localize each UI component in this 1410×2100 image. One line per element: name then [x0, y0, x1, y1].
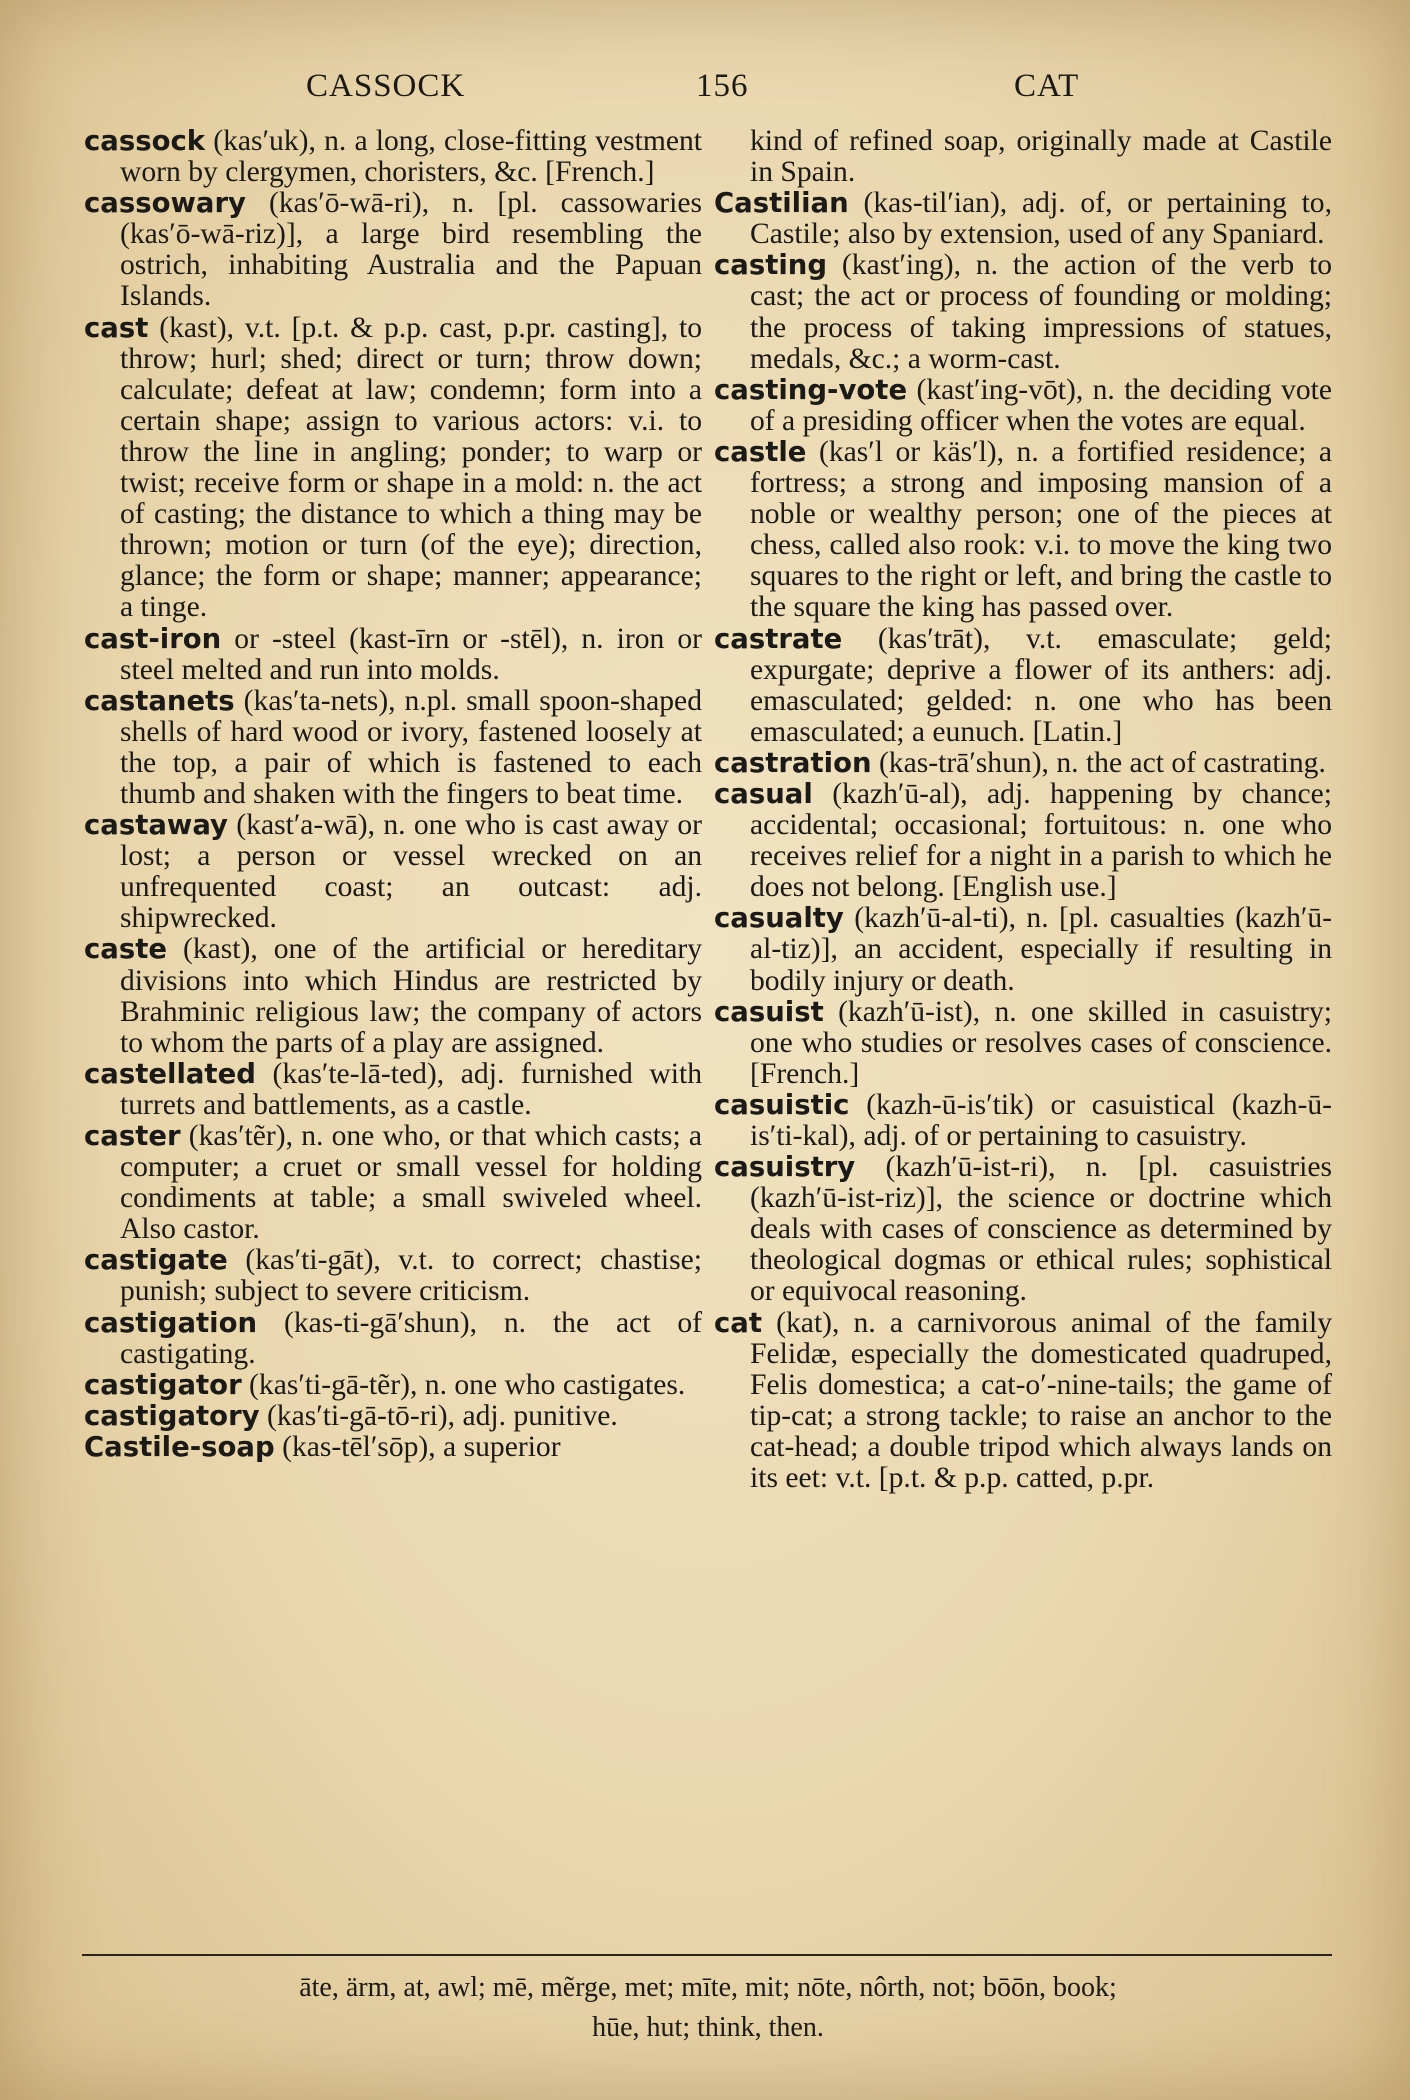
- dictionary-entry: [84, 1059, 702, 1121]
- entry-headword: castigation: [84, 1306, 258, 1339]
- entry-definition: (kast), v.t. [p.t. & p.p. cast, p.pr. casting], to throw; hurl; shed; direct or turn; throw down; calculate; defeat at law; condemn; form into a certain shape; assign to various actors: v.i. to throw the line in angling; ponder; to warp or twist; receive form or shape in a mold: n. the act of casting; the distance to which a thing may be thrown; motion or turn (of the eye); direction, glance; the form or shape; manner; appearance; a tinge.: [120, 311, 702, 624]
- entry-headword: castigate: [84, 1244, 228, 1277]
- dictionary-entry: [714, 126, 1332, 188]
- page-number: 156: [696, 68, 749, 104]
- entry-headword: castanets: [84, 684, 235, 717]
- entry-definition: (kast′a-wā), n. one who is cast away or lost; a person or vessel wrecked on an unfrequented coast; an outcast: adj. shipwrecked.: [120, 809, 702, 935]
- entry-definition: (kazh′ū-al-ti), n. [pl. casualties (kazh′ū-al-tiz)], an accident, especially if resulting in bodily injury or death.: [750, 902, 1332, 997]
- entry-definition: (kas′l or käs′l), n. a fortified residence; a fortress; a strong and imposing mansion of a noble or wealthy person; one of the pieces at chess, called also rook: v.i. to move the king two squares to the right or left, and bring the castle to the square the king has passed over.: [750, 435, 1332, 624]
- entry-headword: caster: [84, 1120, 181, 1152]
- dictionary-entry: [714, 188, 1332, 250]
- entry-headword: castigator: [84, 1368, 242, 1401]
- dictionary-entry: [84, 810, 702, 934]
- dictionary-entry: [84, 1370, 702, 1401]
- entry-definition: (kazh-ū-is′tik) or casuistical (kazh-ū-is′ti-kal), adj. of or pertaining to casuistry.: [750, 1088, 1332, 1152]
- dictionary-entry: [84, 624, 702, 686]
- dictionary-entry: [84, 313, 702, 624]
- footer-rule: [82, 1954, 1332, 1956]
- entry-definition: (kas-tēl′sōp), a superior: [274, 1430, 561, 1463]
- entry-headword: cassowary: [84, 187, 246, 220]
- entry-definition: (kas′ō-wā-ri), n. [pl. cassowaries (kas′ō-wā-riz)], a large bird resembling the ostrich, inhabiting Australia and the Papuan Islands.: [120, 187, 702, 313]
- entry-headword: castration: [714, 746, 872, 779]
- dictionary-entry: [84, 1432, 702, 1463]
- entry-headword: casuist: [714, 995, 824, 1028]
- entry-definition: (kast′ing), n. the action of the verb to cast; the act or process of founding or molding; the process of taking impressions of statues, medals, &c.; a worm-cast.: [750, 249, 1332, 375]
- entry-definition: (kas-trā′shun), n. the act of castrating.: [871, 746, 1326, 779]
- entry-headword: casuistic: [714, 1088, 850, 1121]
- dictionary-entry: [714, 779, 1332, 903]
- dictionary-entry: [714, 1308, 1332, 1495]
- entry-definition: (kazh′ū-al), adj. happening by chance; accidental; occasional; fortuitous: n. one who receives relief for a night in a parish to which he does not belong. [English use.]: [750, 777, 1332, 904]
- dictionary-entry: [714, 250, 1332, 374]
- entry-definition: (kast′ing-vōt), n. the deciding vote of a presiding officer when the votes are equal.: [750, 373, 1332, 437]
- entry-headword: Castile-soap: [84, 1430, 275, 1463]
- entry-headword: cast: [84, 311, 149, 344]
- pronunciation-key-line-2: hūe, hut; think, then.: [592, 2012, 824, 2043]
- dictionary-entry: [714, 997, 1332, 1090]
- pronunciation-key: [84, 1968, 1332, 2048]
- left-column: [84, 126, 702, 1954]
- pronunciation-key-line-1: āte, ärm, at, awl; mē, mẽrge, met; mīte, mit; nōte, nôrth, not; bōōn, book;: [299, 1972, 1117, 2003]
- entry-headword: cat: [714, 1306, 763, 1339]
- dictionary-entry: [714, 375, 1332, 437]
- entry-definition: (kazh′ū-ist-ri), n. [pl. casuistries (kazh′ū-ist-riz)], the science or doctrine which deals with cases of conscience as determined by theological dogmas or ethical rules; sophistical or equivocal reasoning.: [750, 1151, 1332, 1308]
- entry-headword: castaway: [84, 809, 228, 842]
- dictionary-entry: [714, 748, 1332, 779]
- running-head: [84, 62, 1332, 110]
- dictionary-entry: [714, 437, 1332, 624]
- entry-definition: (kas-ti-gā′shun), n. the act of castigating.: [120, 1306, 702, 1370]
- entry-headword: casting-vote: [714, 373, 908, 406]
- entry-headword: casual: [714, 777, 813, 810]
- entry-headword: Castilian: [714, 187, 849, 220]
- entry-headword: casualty: [714, 902, 844, 935]
- dictionary-entry: [84, 1245, 702, 1307]
- entry-definition: (kas′te-lā-ted), adj. furnished with turrets and battlements, as a castle.: [120, 1057, 702, 1121]
- entry-headword: cast-iron: [84, 622, 222, 655]
- dictionary-entry: [84, 686, 702, 810]
- guide-word-right: CAT: [1014, 68, 1080, 104]
- dictionary-entry: [714, 903, 1332, 996]
- dictionary-entry: [84, 126, 702, 188]
- entry-columns: [84, 126, 1332, 1954]
- guide-word-left: CASSOCK: [306, 68, 466, 104]
- dictionary-entry: [84, 934, 702, 1058]
- entry-headword: castle: [714, 435, 807, 468]
- entry-definition: (kas′trāt), v.t. emasculate; geld; expurgate; deprive a flower of its anthers: adj. emasculated; gelded: n. one who has been emasculated; a eunuch. [Latin.]: [750, 622, 1332, 748]
- dictionary-entry: [714, 1090, 1332, 1152]
- entry-headword: castrate: [714, 622, 843, 655]
- entry-headword: castellated: [84, 1057, 256, 1090]
- entry-definition: (kas-til′ian), adj. of, or pertaining to, Castile; also by extension, used of any Spaniard.: [750, 187, 1332, 251]
- entry-definition: (kas′ti-gāt), v.t. to correct; chastise; punish; subject to severe criticism.: [120, 1244, 702, 1308]
- dictionary-entry: [84, 1401, 702, 1432]
- entry-definition: (kas′tẽr), n. one who, or that which casts; a computer; a cruet or small vessel for holding condiments at table; a small swiveled wheel. Also castor.: [120, 1120, 702, 1246]
- entry-headword: cassock: [84, 125, 206, 157]
- entry-definition: (kast), one of the artificial or hereditary divisions into which Hindus are restricted by Brahminic religious law; the company of actors to whom the parts of a play are assigned.: [120, 933, 702, 1059]
- dictionary-entry: [714, 1152, 1332, 1307]
- entry-headword: castigatory: [84, 1399, 260, 1432]
- right-column: [714, 126, 1332, 1954]
- entry-definition: (kas′ti-gā-tẽr), n. one who castigates.: [241, 1368, 686, 1401]
- entry-headword: casuistry: [714, 1151, 856, 1184]
- entry-headword: casting: [714, 249, 828, 282]
- entry-definition: (kas′ta-nets), n.pl. small spoon-shaped shells of hard wood or ivory, fastened loosely at the top, a pair of which is fastened to each thumb and shaken with the fingers to beat time.: [120, 684, 702, 810]
- dictionary-entry: [84, 1121, 702, 1245]
- entry-definition: (kazh′ū-ist), n. one skilled in casuistry; one who studies or resolves cases of conscience. [French.]: [750, 995, 1332, 1090]
- dictionary-entry: [714, 624, 1332, 748]
- dictionary-entry: [84, 1308, 702, 1370]
- entry-definition: or -steel (kast-īrn or -stēl), n. iron or steel melted and run into molds.: [120, 622, 702, 686]
- entry-headword: caste: [84, 933, 168, 966]
- entry-definition: kind of refined soap, originally made at Castile in Spain.: [750, 125, 1332, 189]
- dictionary-entry: [84, 188, 702, 312]
- entry-definition: (kat), n. a carnivorous animal of the family Felidæ, especially the domesticated quadruped, Felis domestica; a cat-o′-nine-tails; the game of tip-cat; a strong tackle; to raise an anchor to the cat-head; a double tripod which always lands on its eet: v.t. [p.t. & p.p. catted, p.pr.: [750, 1306, 1332, 1495]
- entry-definition: (kas′ti-gā-tō-ri), adj. punitive.: [259, 1399, 618, 1432]
- entry-definition: (kas′uk), n. a long, close-fitting vestment worn by clergymen, choristers, &c. [French.]: [120, 125, 702, 189]
